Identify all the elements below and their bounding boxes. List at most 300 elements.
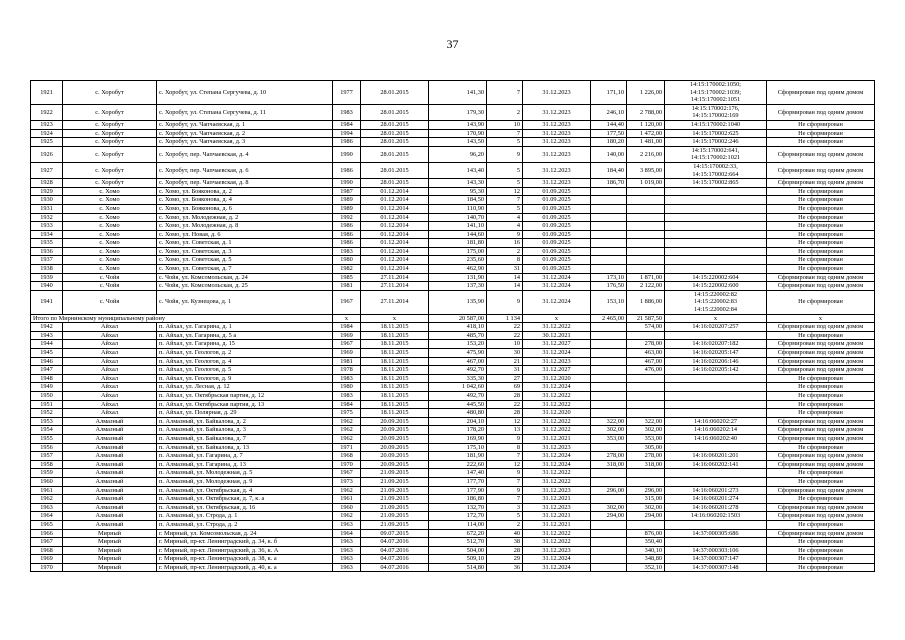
recognition-date-cell: 20.09.2015 xyxy=(361,426,429,435)
recognition-date-cell: 28.01.2015 xyxy=(361,120,429,129)
recognition-date-cell: 28.01.2015 xyxy=(361,162,429,178)
resettlement-deadline-cell: 31.12.2024 xyxy=(523,555,591,564)
land-status-cell: Не сформирован xyxy=(767,477,875,486)
address-cell: п. Айхал, ул. Геологов, д. 2 xyxy=(157,349,333,358)
resettlement-deadline-cell: 31.12.2024 xyxy=(523,563,591,572)
row-number-cell: 1959 xyxy=(31,469,63,478)
address-cell: с. Хоробут, ул. Чапчаевская, д. 2 xyxy=(157,129,333,138)
residents-cell: 8 xyxy=(487,443,523,452)
row-number-cell: 1924 xyxy=(31,129,63,138)
value-1-cell xyxy=(591,331,627,340)
area-cell: 144,60 xyxy=(429,230,487,239)
cadastral-number-cell: 14:16:060201:201 xyxy=(665,452,767,461)
residents-cell: 38 xyxy=(487,538,523,547)
value-1-cell xyxy=(591,187,627,196)
value-1-cell: 177,50 xyxy=(591,129,627,138)
locality-cell: Айхал xyxy=(63,383,157,392)
cadastral-number-cell xyxy=(665,222,767,231)
resettlement-deadline-cell: 31.12.2022 xyxy=(523,323,591,332)
year-built-cell: 1962 xyxy=(333,512,361,521)
recognition-date-cell: 01.12.2014 xyxy=(361,265,429,274)
area-cell: 177,90 xyxy=(429,486,487,495)
value-1-cell xyxy=(591,477,627,486)
value-2-cell: 278,00 xyxy=(627,452,665,461)
locality-cell: Айхал xyxy=(63,409,157,418)
year-built-cell: 1989 xyxy=(333,204,361,213)
row-number-cell: 1934 xyxy=(31,230,63,239)
cadastral-number-cell: 14:15:170002:865 xyxy=(665,179,767,188)
year-built-cell: 1983 xyxy=(333,392,361,401)
cadastral-number-cell: 14:15:220002:82 14:15:220002:83 14:15:220002:84 xyxy=(665,290,767,314)
area-cell: 147,40 xyxy=(429,469,487,478)
value-2-cell xyxy=(627,331,665,340)
resettlement-deadline-cell: 31.12.2024 xyxy=(523,383,591,392)
cadastral-number-cell: 14:16:020207:257 xyxy=(665,323,767,332)
residents-cell: 9 xyxy=(487,146,523,162)
area-cell: 143,40 xyxy=(429,162,487,178)
residents-cell: 5 xyxy=(487,179,523,188)
table-row xyxy=(31,239,875,248)
cadastral-number-cell: 14:15:170002:33, 14:15:170002:664 xyxy=(665,162,767,178)
address-cell: п. Алмазный, ул. Молодежная, д. 9 xyxy=(157,477,333,486)
row-number-cell: 1941 xyxy=(31,290,63,314)
year-built-cell: 1983 xyxy=(333,104,361,120)
value-2-cell xyxy=(627,400,665,409)
recognition-date-cell: 20.09.2015 xyxy=(361,452,429,461)
recognition-date-cell: 01.12.2014 xyxy=(361,196,429,205)
residents-cell: 8 xyxy=(487,256,523,265)
land-status-cell: Сформирован под одним домом xyxy=(767,179,875,188)
area-cell: 480,80 xyxy=(429,409,487,418)
value-2-cell xyxy=(627,247,665,256)
area-cell: 153,20 xyxy=(429,340,487,349)
table-row xyxy=(31,230,875,239)
value-1-cell xyxy=(591,374,627,383)
address-cell: п. Алмазный, ул. Октябрьская, д. 16 xyxy=(157,503,333,512)
recognition-date-cell: 21.09.2015 xyxy=(361,512,429,521)
area-cell: 504,00 xyxy=(429,546,487,555)
locality-cell: Мирный xyxy=(63,538,157,547)
land-status-cell: Не сформирован xyxy=(767,409,875,418)
value-2-cell: 1 019,00 xyxy=(627,179,665,188)
row-number-cell: 1930 xyxy=(31,196,63,205)
resettlement-deadline-cell: 31.12.2023 xyxy=(523,443,591,452)
recognition-date-cell: 18.11.2015 xyxy=(361,349,429,358)
land-status-cell: Не сформирован xyxy=(767,392,875,401)
area-cell: 514,80 xyxy=(429,563,487,572)
locality-cell: Айхал xyxy=(63,357,157,366)
row-number-cell: 1957 xyxy=(31,452,63,461)
resettlement-deadline-cell: 31.12.2024 xyxy=(523,460,591,469)
resettlement-deadline-cell: 31.12.2023 xyxy=(523,129,591,138)
residents-cell: 2 xyxy=(487,247,523,256)
total-cad-cell: x xyxy=(665,314,767,323)
area-cell: 95,30 xyxy=(429,187,487,196)
value-2-cell: 2 216,00 xyxy=(627,146,665,162)
address-cell: г. Мирный, ул. Комсомольская, д. 24 xyxy=(157,529,333,538)
value-1-cell: 153,10 xyxy=(591,290,627,314)
resettlement-deadline-cell: 01.09.2025 xyxy=(523,222,591,231)
resettlement-deadline-cell: 01.09.2025 xyxy=(523,239,591,248)
area-cell: 179,30 xyxy=(429,104,487,120)
table-row xyxy=(31,129,875,138)
residents-cell: 13 xyxy=(487,426,523,435)
address-cell: п. Алмазный, ул. Гагарина, д. 13 xyxy=(157,460,333,469)
year-built-cell: 1982 xyxy=(333,265,361,274)
area-cell: 418,10 xyxy=(429,323,487,332)
total-deadline-cell: x xyxy=(523,314,591,323)
residents-cell: 9 xyxy=(487,486,523,495)
value-2-cell: 294,00 xyxy=(627,512,665,521)
locality-cell: Мирный xyxy=(63,546,157,555)
cadastral-number-cell: 14:15:220002:604 xyxy=(665,273,767,282)
land-status-cell: Не сформирован xyxy=(767,204,875,213)
land-status-cell: Не сформирован xyxy=(767,469,875,478)
year-built-cell: 1963 xyxy=(333,563,361,572)
recognition-date-cell: 04.07.2016 xyxy=(361,546,429,555)
cadastral-number-cell: 14:37:000307:147 xyxy=(665,555,767,564)
row-number-cell: 1922 xyxy=(31,104,63,120)
total-area-cell: 20 587,00 xyxy=(429,314,487,323)
land-status-cell: Не сформирован xyxy=(767,563,875,572)
row-number-cell: 1968 xyxy=(31,546,63,555)
row-number-cell: 1949 xyxy=(31,383,63,392)
value-1-cell: 144,40 xyxy=(591,120,627,129)
recognition-date-cell: 27.11.2014 xyxy=(361,290,429,314)
resettlement-deadline-cell: 31.12.2023 xyxy=(523,546,591,555)
value-1-cell xyxy=(591,538,627,547)
area-cell: 172,70 xyxy=(429,512,487,521)
value-2-cell: 1 886,00 xyxy=(627,290,665,314)
table-row xyxy=(31,417,875,426)
year-built-cell: 1968 xyxy=(333,452,361,461)
year-built-cell: 1967 xyxy=(333,290,361,314)
address-cell: п. Айхал, ул. Гагарина, д. 5 а xyxy=(157,331,333,340)
area-cell: 672,20 xyxy=(429,529,487,538)
year-built-cell: 1981 xyxy=(333,282,361,291)
recognition-date-cell: 01.12.2014 xyxy=(361,247,429,256)
land-status-cell: Сформирован под одним домом xyxy=(767,460,875,469)
resettlement-deadline-cell: 31.12.2023 xyxy=(523,179,591,188)
locality-cell: Айхал xyxy=(63,323,157,332)
value-2-cell xyxy=(627,196,665,205)
total-note-cell: x xyxy=(767,314,875,323)
value-1-cell xyxy=(591,383,627,392)
cadastral-number-cell: 14:16:020207:182 xyxy=(665,340,767,349)
value-2-cell xyxy=(627,204,665,213)
residents-cell: 9 xyxy=(487,434,523,443)
address-cell: с. Хоробут, ул. Степана Сергучева, д. 11 xyxy=(157,104,333,120)
recognition-date-cell: 18.11.2015 xyxy=(361,383,429,392)
value-2-cell: 574,00 xyxy=(627,323,665,332)
table-row xyxy=(31,366,875,375)
area-cell: 170,90 xyxy=(429,129,487,138)
address-cell: п. Айхал, ул. Лесная, д. 12 xyxy=(157,383,333,392)
locality-cell: с. Хомо xyxy=(63,239,157,248)
value-1-cell: 302,00 xyxy=(591,503,627,512)
recognition-date-cell: 18.11.2015 xyxy=(361,323,429,332)
year-built-cell: 1987 xyxy=(333,187,361,196)
address-cell: с. Чойя, ул. Комсомольская, д. 25 xyxy=(157,282,333,291)
recognition-date-cell: 04.07.2016 xyxy=(361,555,429,564)
value-1-cell xyxy=(591,239,627,248)
year-built-cell: 1969 xyxy=(333,349,361,358)
cadastral-number-cell xyxy=(665,374,767,383)
recognition-date-cell: 04.07.2016 xyxy=(361,538,429,547)
total-v1-cell: 2 465,00 xyxy=(591,314,627,323)
resettlement-deadline-cell: 31.12.2024 xyxy=(523,282,591,291)
residents-cell: 14 xyxy=(487,282,523,291)
row-number-cell: 1965 xyxy=(31,520,63,529)
value-1-cell: 176,50 xyxy=(591,282,627,291)
locality-cell: с. Хоробут xyxy=(63,129,157,138)
locality-cell: с. Хомо xyxy=(63,204,157,213)
address-cell: с. Хомо, ул. Бояконова, д. 4 xyxy=(157,196,333,205)
address-cell: п. Алмазный, ул. Байкалова, д. 7 xyxy=(157,434,333,443)
table-row xyxy=(31,265,875,274)
residents-cell: 12 xyxy=(487,187,523,196)
resettlement-deadline-cell: 31.12.2021 xyxy=(523,512,591,521)
address-cell: п. Алмазный, ул. Октябрьская, д. 4 xyxy=(157,486,333,495)
table-row xyxy=(31,256,875,265)
resettlement-deadline-cell: 31.12.2024 xyxy=(523,290,591,314)
cadastral-number-cell xyxy=(665,265,767,274)
cadastral-number-cell xyxy=(665,230,767,239)
row-number-cell: 1960 xyxy=(31,477,63,486)
residents-cell: 4 xyxy=(487,213,523,222)
land-status-cell: Не сформирован xyxy=(767,129,875,138)
cadastral-number-cell: 14:15:220002:600 xyxy=(665,282,767,291)
land-status-cell: Не сформирован xyxy=(767,230,875,239)
recognition-date-cell: 28.01.2015 xyxy=(361,146,429,162)
total-row xyxy=(31,314,875,323)
residents-cell: 5 xyxy=(487,204,523,213)
residents-cell: 9 xyxy=(487,290,523,314)
area-cell: 141,10 xyxy=(429,222,487,231)
recognition-date-cell: 01.12.2014 xyxy=(361,256,429,265)
year-built-cell: 1967 xyxy=(333,469,361,478)
address-cell: п. Айхал, ул. Гагарина, д. 1 xyxy=(157,323,333,332)
resettlement-deadline-cell: 31.12.2024 xyxy=(523,273,591,282)
resettlement-deadline-cell: 31.12.2022 xyxy=(523,529,591,538)
value-1-cell xyxy=(591,400,627,409)
table-row xyxy=(31,546,875,555)
land-status-cell: Сформирован под одним домом xyxy=(767,434,875,443)
year-built-cell: 1962 xyxy=(333,434,361,443)
year-built-cell: 1978 xyxy=(333,366,361,375)
table-row xyxy=(31,247,875,256)
cadastral-number-cell xyxy=(665,196,767,205)
land-status-cell: Сформирован под одним домом xyxy=(767,417,875,426)
recognition-date-cell: 27.11.2014 xyxy=(361,273,429,282)
row-number-cell: 1927 xyxy=(31,162,63,178)
land-status-cell: Не сформирован xyxy=(767,187,875,196)
year-built-cell: 1986 xyxy=(333,230,361,239)
resettlement-deadline-cell: 31.12.2022 xyxy=(523,417,591,426)
year-built-cell: 1984 xyxy=(333,120,361,129)
table-row xyxy=(31,563,875,572)
cadastral-number-cell xyxy=(665,538,767,547)
land-status-cell: Не сформирован xyxy=(767,256,875,265)
table-row xyxy=(31,452,875,461)
address-cell: с. Хомо, ул. Советская, д. 3 xyxy=(157,247,333,256)
land-status-cell: Не сформирован xyxy=(767,265,875,274)
residents-cell: 22 xyxy=(487,400,523,409)
value-1-cell: 302,00 xyxy=(591,426,627,435)
table-row xyxy=(31,273,875,282)
locality-cell: с. Хоробут xyxy=(63,81,157,105)
value-2-cell: 463,00 xyxy=(627,349,665,358)
residents-cell: 9 xyxy=(487,230,523,239)
table-row xyxy=(31,460,875,469)
total-label: Итого по Мирнинскому муниципальному району xyxy=(31,314,333,323)
area-cell: 186,80 xyxy=(429,495,487,504)
table-row xyxy=(31,222,875,231)
cadastral-number-cell xyxy=(665,256,767,265)
row-number-cell: 1962 xyxy=(31,495,63,504)
area-cell: 141,30 xyxy=(429,81,487,105)
value-1-cell: 246,10 xyxy=(591,104,627,120)
cadastral-number-cell xyxy=(665,247,767,256)
recognition-date-cell: 20.09.2015 xyxy=(361,460,429,469)
value-2-cell: 315,00 xyxy=(627,495,665,504)
locality-cell: Алмазный xyxy=(63,434,157,443)
year-built-cell: 1963 xyxy=(333,520,361,529)
value-2-cell: 350,40 xyxy=(627,538,665,547)
locality-cell: с. Хоробут xyxy=(63,138,157,147)
land-status-cell: Сформирован под одним домом xyxy=(767,146,875,162)
value-2-cell: 2 122,00 xyxy=(627,282,665,291)
land-status-cell: Не сформирован xyxy=(767,196,875,205)
total-v2-cell: 21 587,50 xyxy=(627,314,665,323)
value-1-cell: 171,10 xyxy=(591,81,627,105)
locality-cell: Айхал xyxy=(63,400,157,409)
area-cell: 96,20 xyxy=(429,146,487,162)
value-1-cell xyxy=(591,443,627,452)
table-row xyxy=(31,138,875,147)
value-2-cell: 2 788,00 xyxy=(627,104,665,120)
area-cell: 181,80 xyxy=(429,239,487,248)
address-cell: г. Мирный, пр-кт. Ленинградский, д. 40, к. а xyxy=(157,563,333,572)
land-status-cell: Не сформирован xyxy=(767,213,875,222)
table-row xyxy=(31,323,875,332)
row-number-cell: 1943 xyxy=(31,331,63,340)
recognition-date-cell: 18.11.2015 xyxy=(361,392,429,401)
value-1-cell xyxy=(591,247,627,256)
area-cell: 137,30 xyxy=(429,282,487,291)
row-number-cell: 1933 xyxy=(31,222,63,231)
address-cell: с. Хоробут, ул. Степана Сергучева, д. 10 xyxy=(157,81,333,105)
value-2-cell xyxy=(627,383,665,392)
cadastral-number-cell: 14:16:060202:40 xyxy=(665,434,767,443)
resettlement-deadline-cell: 31.12.2023 xyxy=(523,120,591,129)
area-cell: 110,90 xyxy=(429,204,487,213)
address-cell: с. Хоробут, пер. Чапчаевская, д. 8 xyxy=(157,179,333,188)
value-2-cell: 1 120,00 xyxy=(627,120,665,129)
land-status-cell: Сформирован под одним домом xyxy=(767,104,875,120)
table-row xyxy=(31,196,875,205)
address-cell: г. Мирный, пр-кт. Ленинградский, д. 38, к. а xyxy=(157,555,333,564)
value-2-cell: 318,00 xyxy=(627,460,665,469)
cadastral-number-cell: 14:15:170002:641, 14:15:170002:1021 xyxy=(665,146,767,162)
year-built-cell: 1971 xyxy=(333,443,361,452)
land-status-cell: Сформирован под одним домом xyxy=(767,162,875,178)
recognition-date-cell: 18.11.2015 xyxy=(361,357,429,366)
value-2-cell xyxy=(627,392,665,401)
row-number-cell: 1956 xyxy=(31,443,63,452)
table-row xyxy=(31,146,875,162)
table-row xyxy=(31,555,875,564)
value-2-cell: 278,00 xyxy=(627,340,665,349)
residents-cell: 27 xyxy=(487,374,523,383)
table-row xyxy=(31,187,875,196)
row-number-cell: 1925 xyxy=(31,138,63,147)
value-1-cell: 180,20 xyxy=(591,138,627,147)
area-cell: 131,90 xyxy=(429,273,487,282)
resettlement-deadline-cell: 31.12.2022 xyxy=(523,392,591,401)
total-date-cell: x xyxy=(361,314,429,323)
address-cell: с. Хомо, ул. Советская, д. 1 xyxy=(157,239,333,248)
row-number-cell: 1958 xyxy=(31,460,63,469)
value-2-cell xyxy=(627,374,665,383)
recognition-date-cell: 21.09.2015 xyxy=(361,495,429,504)
value-1-cell xyxy=(591,222,627,231)
address-cell: с. Чойя, ул. Комсомольская, д. 24 xyxy=(157,273,333,282)
cadastral-number-cell xyxy=(665,477,767,486)
residents-cell: 40 xyxy=(487,529,523,538)
year-built-cell: 1963 xyxy=(333,546,361,555)
table-row xyxy=(31,162,875,178)
cadastral-number-cell: 14:16:060202:141 xyxy=(665,460,767,469)
value-2-cell xyxy=(627,256,665,265)
resettlement-deadline-cell: 01.09.2025 xyxy=(523,187,591,196)
address-cell: п. Айхал, ул. Геологов, д. 9 xyxy=(157,374,333,383)
total-year-cell: x xyxy=(333,314,361,323)
residents-cell: 36 xyxy=(487,563,523,572)
locality-cell: Алмазный xyxy=(63,469,157,478)
recognition-date-cell: 20.09.2015 xyxy=(361,443,429,452)
row-number-cell: 1948 xyxy=(31,374,63,383)
table-row xyxy=(31,469,875,478)
recognition-date-cell: 28.01.2015 xyxy=(361,104,429,120)
area-cell: 181,90 xyxy=(429,452,487,461)
land-status-cell: Не сформирован xyxy=(767,290,875,314)
value-1-cell xyxy=(591,366,627,375)
land-status-cell: Не сформирован xyxy=(767,400,875,409)
row-number-cell: 1954 xyxy=(31,426,63,435)
year-built-cell: 1963 xyxy=(333,538,361,547)
locality-cell: Алмазный xyxy=(63,452,157,461)
value-1-cell xyxy=(591,555,627,564)
value-2-cell: 348,80 xyxy=(627,555,665,564)
value-1-cell xyxy=(591,349,627,358)
year-built-cell: 1984 xyxy=(333,323,361,332)
locality-cell: Алмазный xyxy=(63,503,157,512)
locality-cell: с. Хоробут xyxy=(63,146,157,162)
locality-cell: Алмазный xyxy=(63,520,157,529)
value-2-cell xyxy=(627,187,665,196)
row-number-cell: 1953 xyxy=(31,417,63,426)
land-status-cell: Сформирован под одним домом xyxy=(767,273,875,282)
residents-cell: 7 xyxy=(487,196,523,205)
land-status-cell: Не сформирован xyxy=(767,495,875,504)
recognition-date-cell: 01.12.2014 xyxy=(361,230,429,239)
address-cell: п. Айхал, ул. Октябрьская партия, д. 12 xyxy=(157,392,333,401)
year-built-cell: 1975 xyxy=(333,409,361,418)
value-2-cell xyxy=(627,239,665,248)
residents-cell: 31 xyxy=(487,265,523,274)
table-row xyxy=(31,477,875,486)
